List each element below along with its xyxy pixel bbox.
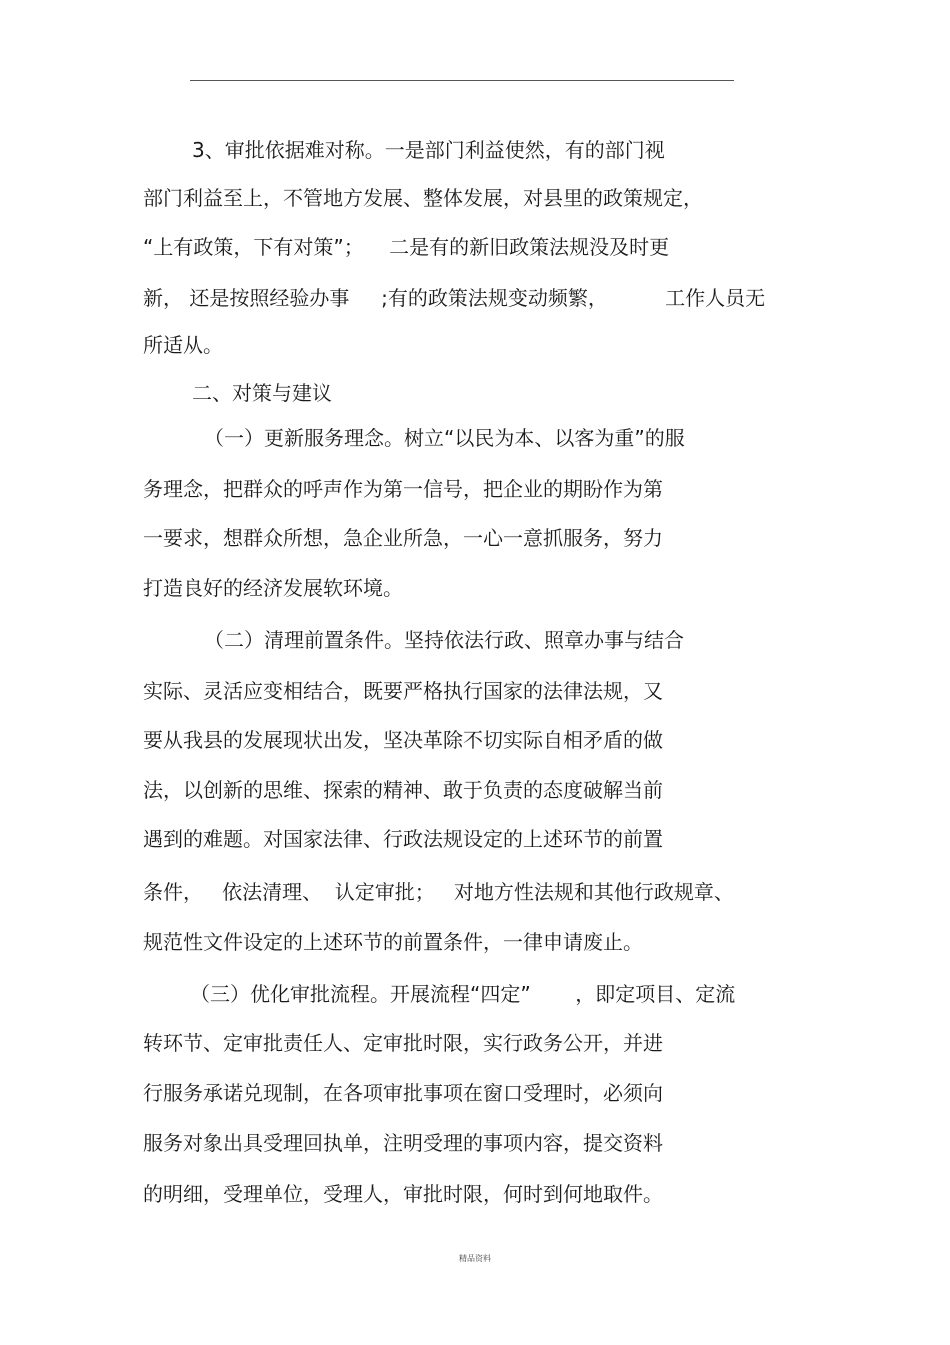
paragraph-line: 3、审批依据难对称。一是部门利益使然，有的部门视	[192, 138, 665, 162]
paragraph-line: （二）清理前置条件。坚持依法行政、照章办事与结合	[204, 628, 684, 652]
paragraph-line: 一要求，想群众所想，急企业所急，一心一意抓服务，努力	[143, 526, 663, 550]
paragraph-line: 服务对象出具受理回执单，注明受理的事项内容，提交资料	[143, 1131, 663, 1155]
footer-text: 精品资料	[459, 1254, 491, 1263]
paragraph-line: 要从我县的发展现状出发，坚决革除不切实际自相矛盾的做	[143, 728, 663, 752]
section-heading: 二、对策与建议	[192, 381, 332, 405]
paragraph-line: （一）更新服务理念。树立“以民为本、以客为重”的服	[204, 426, 685, 450]
paragraph-line: 实际、灵活应变相结合，既要严格执行国家的法律法规，又	[143, 679, 663, 703]
paragraph-line: 部门利益至上，不管地方发展、整体发展，对县里的政策规定，	[143, 186, 703, 210]
paragraph-line: 规范性文件设定的上述环节的前置条件，一律申请废止。	[143, 930, 643, 954]
paragraph-line: 遇到的难题。对国家法律、行政法规设定的上述环节的前置	[143, 827, 663, 851]
paragraph-line: 条件， 依法清理、 认定审批； 对地方性法规和其他行政规章、	[143, 880, 734, 904]
paragraph-line: 务理念，把群众的呼声作为第一信号，把企业的期盼作为第	[143, 477, 663, 501]
paragraph-line: 法，以创新的思维、探索的精神、敢于负责的态度破解当前	[143, 778, 663, 802]
paragraph-line: 打造良好的经济发展软环境。	[143, 576, 403, 600]
paragraph-line: 新， 还是按照经验办事 ;有的政策法规变动频繁， 工作人员无	[143, 286, 766, 310]
paragraph-line: 的明细，受理单位，受理人，审批时限，何时到何地取件。	[143, 1182, 663, 1206]
header-rule	[190, 80, 734, 81]
paragraph-line: 行服务承诺兑现制，在各项审批事项在窗口受理时，必须向	[143, 1081, 663, 1105]
paragraph-line: “上有政策，下有对策”； 二是有的新旧政策法规没及时更	[143, 235, 670, 259]
paragraph-line: （三）优化审批流程。开展流程“四定” ，即定项目、定流	[190, 982, 736, 1006]
paragraph-line: 转环节、定审批责任人、定审批时限，实行政务公开，并进	[143, 1031, 663, 1055]
paragraph-line: 所适从。	[143, 333, 223, 357]
